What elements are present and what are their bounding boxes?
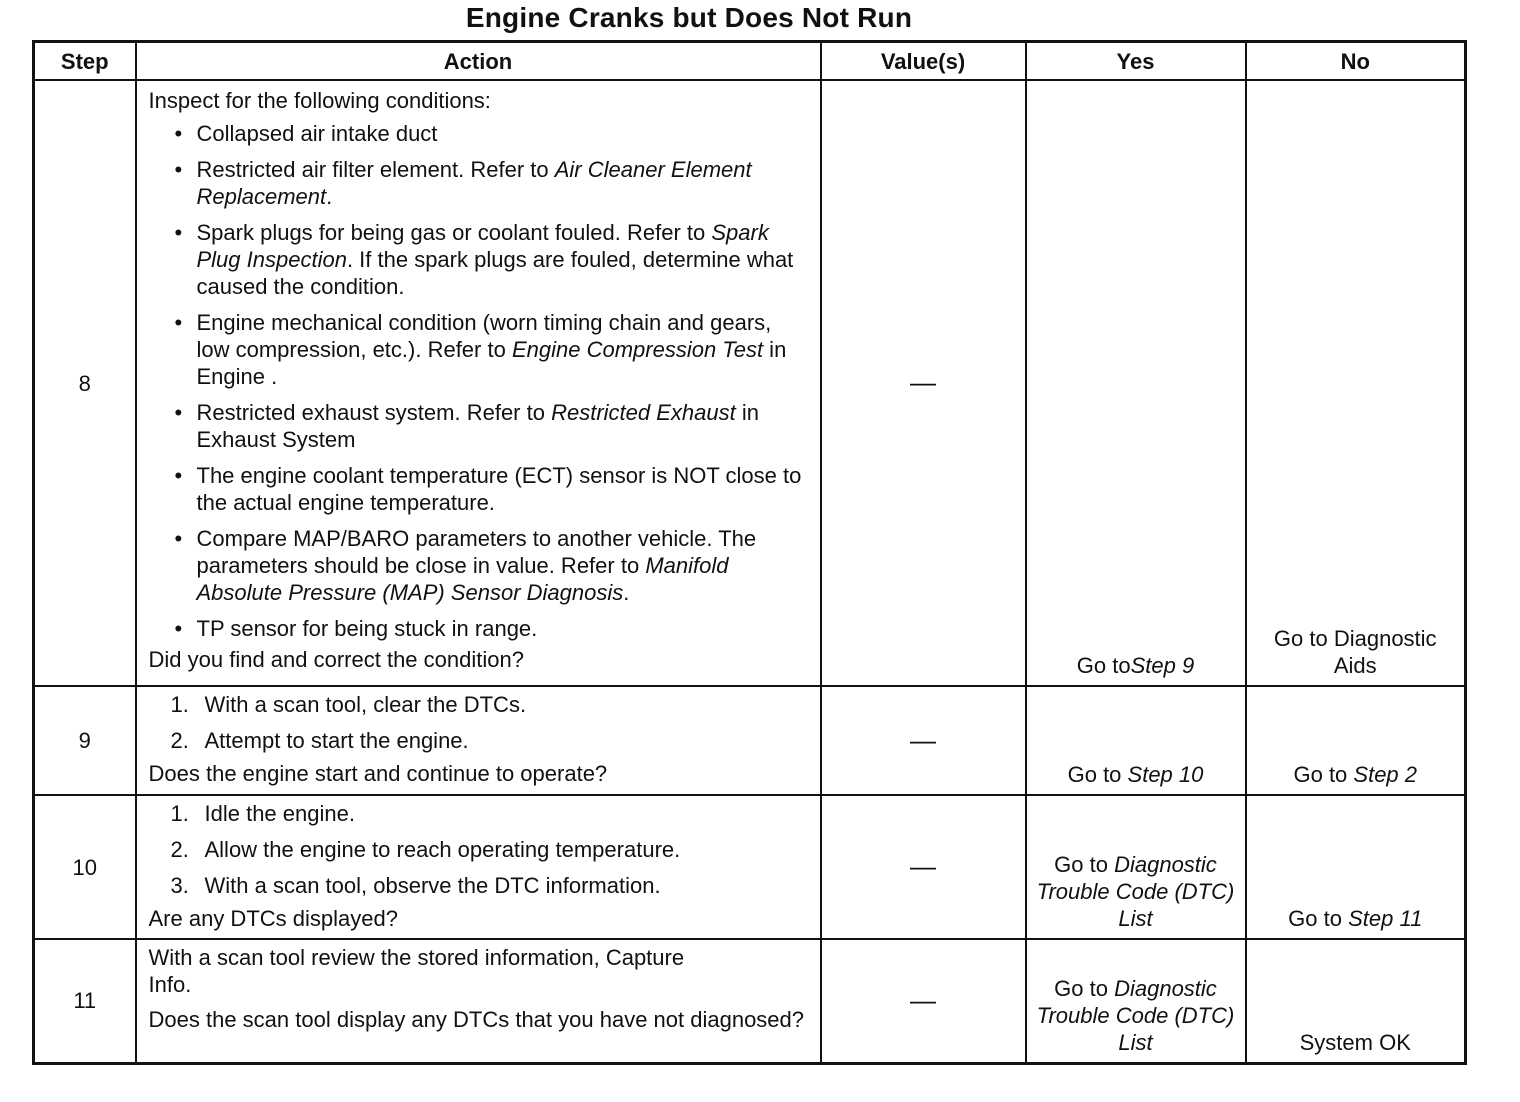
reference-link: Air Cleaner Element Replacement	[196, 157, 752, 209]
list-item: • Restricted exhaust system. Refer to Restricted Exhaust in Exhaust System	[174, 400, 759, 452]
table-row	[34, 939, 1466, 1063]
reference-link: Restricted Exhaust	[551, 400, 736, 425]
header-yes: Yes	[1026, 42, 1246, 81]
yes-link[interactable]: Step 9	[1130, 653, 1195, 678]
value-cell: —	[821, 795, 1026, 939]
yes-cell: Go to Diagnostic Trouble Code (DTC) List	[1026, 939, 1246, 1063]
step-number: 8	[34, 80, 136, 686]
list-item: • Collapsed air intake duct	[174, 121, 438, 146]
header-no: No	[1246, 42, 1466, 81]
no-link[interactable]: Step 2	[1353, 762, 1418, 787]
action-intro: Inspect for the following conditions:	[148, 88, 491, 113]
action-cell	[136, 80, 821, 686]
value-cell: —	[821, 686, 1026, 795]
yes-cell: Go to Diagnostic Trouble Code (DTC) List	[1026, 795, 1246, 939]
action-question: Does the engine start and continue to operate?	[148, 761, 608, 786]
list-item: 1. With a scan tool, clear the DTCs.	[170, 692, 527, 717]
list-item: 1. Idle the engine.	[170, 801, 355, 826]
action-cell	[136, 795, 821, 939]
value-cell: —	[821, 939, 1026, 1063]
no-cell: Go to Step 2	[1246, 686, 1466, 795]
header-step: Step	[34, 42, 136, 81]
yes-cell: Go toStep 9	[1026, 80, 1246, 686]
list-item: • Engine mechanical condition (worn timing chain and gears, low compression, etc.). Refer to Engine Compression Test in Engine .	[174, 310, 787, 389]
no-result: System OK	[1299, 1029, 1411, 1055]
no-link[interactable]: Go to Diagnostic Aids	[1273, 626, 1437, 678]
yes-link[interactable]: Step 10	[1127, 762, 1204, 787]
list-item: • Compare MAP/BARO parameters to another vehicle. The parameters should be close in value. Refer to Manifold Absolute Pressure (MAP) Sensor Diagnosis.	[174, 526, 757, 605]
header-row	[34, 42, 1466, 81]
yes-cell: Go to Step 10	[1026, 686, 1246, 795]
list-item: • The engine coolant temperature (ECT) sensor is NOT close to the actual engine temperature.	[174, 463, 802, 515]
step-number: 9	[34, 686, 136, 795]
no-link[interactable]: Step 11	[1348, 906, 1423, 931]
action-question: Are any DTCs displayed?	[148, 906, 398, 931]
action-question: Did you find and correct the condition?	[148, 647, 524, 672]
value-cell: —	[821, 80, 1026, 686]
yes-link[interactable]: Diagnostic Trouble Code (DTC) List	[1036, 975, 1235, 1055]
no-cell	[1246, 80, 1466, 686]
reference-link: Spark Plug Inspection	[196, 220, 769, 272]
no-cell	[1246, 939, 1466, 1063]
list-item: • TP sensor for being stuck in range.	[174, 616, 538, 641]
action-question: Does the scan tool display any DTCs that you have not diagnosed?	[148, 1007, 805, 1032]
page-title: Engine Cranks but Does Not Run	[465, 2, 913, 33]
procedure-list	[149, 800, 810, 899]
action-intro: With a scan tool review the stored information, Capture Info.	[148, 945, 685, 997]
condition-list	[149, 120, 810, 642]
list-item: 2. Attempt to start the engine.	[170, 728, 469, 753]
step-number: 11	[34, 939, 136, 1063]
reference-link: Engine Compression Test	[511, 337, 764, 362]
header-values: Value(s)	[821, 42, 1026, 81]
reference-link: Manifold Absolute Pressure (MAP) Sensor Diagnosis	[196, 553, 729, 605]
no-cell: Go to Step 11	[1246, 795, 1466, 939]
diagnostic-table	[32, 40, 1467, 1065]
list-item: 3. With a scan tool, observe the DTC information.	[170, 873, 661, 898]
action-cell	[136, 686, 821, 795]
list-item: • Spark plugs for being gas or coolant fouled. Refer to Spark Plug Inspection. If the spark plugs are fouled, determine what caused the condition.	[174, 220, 794, 299]
list-item: • Restricted air filter element. Refer to Air Cleaner Element Replacement.	[174, 157, 752, 209]
table-row	[34, 80, 1466, 686]
step-number: 10	[34, 795, 136, 939]
action-cell	[136, 939, 821, 1063]
procedure-list	[149, 691, 810, 754]
table-row	[34, 686, 1466, 795]
yes-link[interactable]: Diagnostic Trouble Code (DTC) List	[1036, 852, 1235, 931]
table-row	[34, 795, 1466, 939]
header-action: Action	[136, 42, 821, 81]
list-item: 2. Allow the engine to reach operating temperature.	[170, 837, 681, 862]
